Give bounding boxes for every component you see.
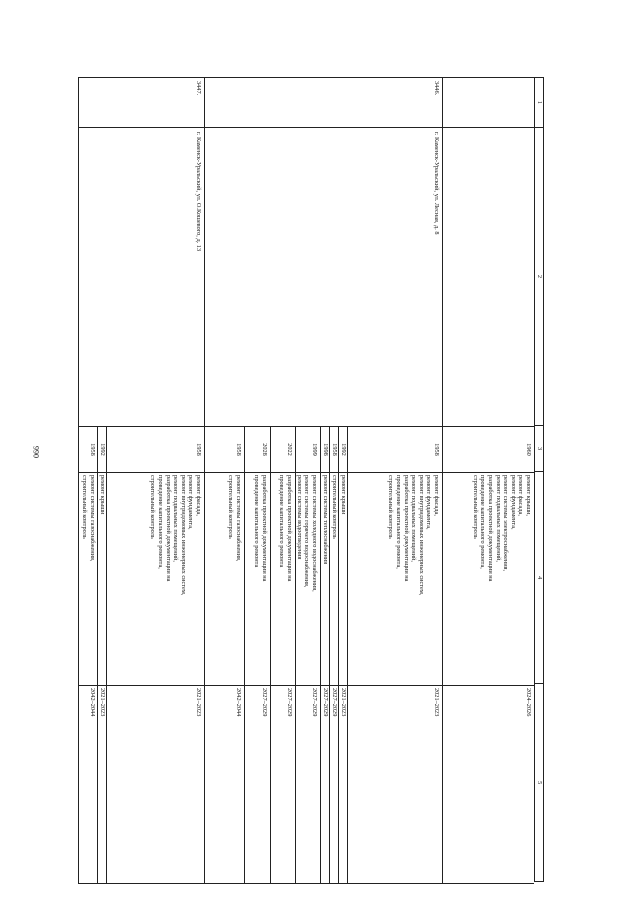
period: 2027–2029 bbox=[245, 685, 271, 883]
column-header-5: 5 bbox=[535, 683, 543, 881]
work-type: строительный контроль bbox=[330, 472, 339, 685]
work-type: ремонт крыши bbox=[339, 472, 348, 685]
column-header-1: 1 bbox=[536, 100, 543, 105]
period: 2021–2023 bbox=[107, 685, 204, 883]
work-type: ремонт фасада, ремонт фундамента, ремонт внутридомовых инженерных систем, ремонт подвальных помещений, разработка проектной документации на проведение капитального ремонта, строительный контроль bbox=[348, 472, 442, 685]
year: 1999 bbox=[296, 426, 321, 472]
year: 1958 bbox=[107, 426, 204, 472]
period: 2042–2044 bbox=[204, 685, 245, 883]
period: 2027–2029 bbox=[321, 685, 330, 883]
row-id bbox=[442, 78, 534, 127]
address bbox=[442, 127, 534, 426]
year: 1958 bbox=[78, 426, 98, 472]
table-block-3446 bbox=[204, 77, 442, 884]
work-type: ремонт системы холодного водоснабжения, ремонт системы горячего водоснабжения, ремонт системы водоотведения bbox=[296, 472, 321, 685]
work-type: ремонт системы теплоснабжения bbox=[321, 472, 330, 685]
year: 2022 bbox=[271, 426, 296, 472]
period: 2027–2029 bbox=[330, 685, 339, 883]
period: 2024–2026 bbox=[442, 685, 534, 883]
work-type: ремонт системы газоснабжения, строительный контроль bbox=[204, 472, 245, 685]
rotated-table bbox=[78, 77, 544, 882]
period: 2021–2023 bbox=[348, 685, 442, 883]
year: 1992 bbox=[98, 426, 107, 472]
table-block-continued bbox=[442, 77, 534, 884]
work-type: разработка проектной документации на проведение капитального ремонта bbox=[245, 472, 271, 685]
year: 1960 bbox=[442, 426, 534, 472]
address: г. Каменск-Уральский, ул. О.Кошевого, д. 13 bbox=[78, 127, 204, 426]
column-header-2: 2 bbox=[535, 127, 543, 425]
column-header-4: 4 bbox=[535, 471, 543, 683]
year: 1998 bbox=[321, 426, 330, 472]
work-type: ремонт системы газоснабжения, строительный контроль bbox=[78, 472, 98, 685]
work-type: ремонт крыши, ремонт фасада, ремонт фундамента, ремонт системы электроснабжения, ремонт подвальных помещений, разработка проектной документации на проведение капитального ремонта, строительный контроль bbox=[442, 472, 534, 685]
period: 2027–2029 bbox=[296, 685, 321, 883]
period: 2021–2023 bbox=[339, 685, 348, 883]
period: 2021–2023 bbox=[98, 685, 107, 883]
table-header bbox=[534, 77, 544, 882]
year: 1958 bbox=[348, 426, 442, 472]
column-header-3: 3 bbox=[535, 425, 543, 471]
work-type: ремонт фасада, ремонт фундамента, ремонт внутридомовых инженерных систем, ремонт подвальных помещений, разработка проектной документации на проведение капитального ремонта, строительный контроль bbox=[107, 472, 204, 685]
table-block-3447 bbox=[78, 77, 204, 884]
row-id: 3446. bbox=[433, 81, 440, 96]
address: г. Каменск-Уральский, ул. Лесная, д. 8 bbox=[204, 127, 442, 426]
year: 1992 bbox=[339, 426, 348, 472]
year: 1958 bbox=[330, 426, 339, 472]
year: 1958 bbox=[204, 426, 245, 472]
period: 2027–2029 bbox=[271, 685, 296, 883]
page-number: 990 bbox=[31, 446, 41, 458]
row-id: 3447. bbox=[195, 81, 202, 96]
work-type: ремонт крыши bbox=[98, 472, 107, 685]
period: 2042–2044 bbox=[78, 685, 98, 883]
work-type: разработка проектной документации на проведение капитального ремонта bbox=[271, 472, 296, 685]
year: 2028 bbox=[245, 426, 271, 472]
